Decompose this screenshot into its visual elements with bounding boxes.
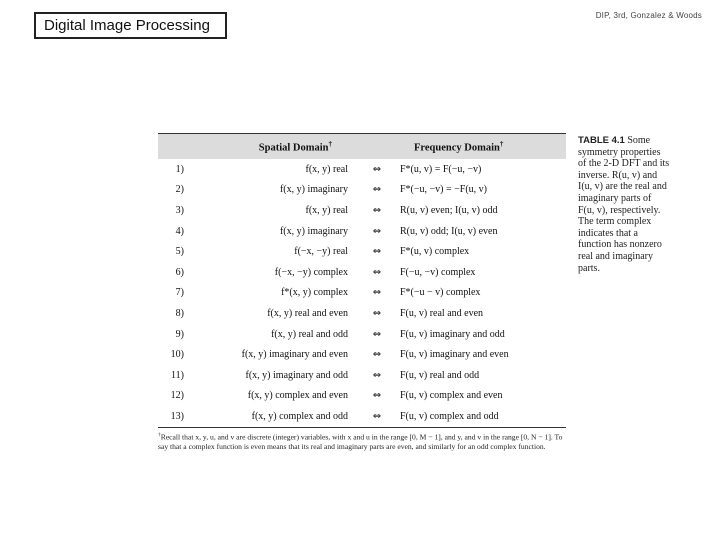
table-row [158,386,566,407]
slide-title: Digital Image Processing [34,12,227,39]
equivalence-arrow: ⇔ [372,266,382,278]
table-row [158,200,566,221]
spatial-domain-cell: f*(x, y) complex [281,287,348,299]
row-number: 6) [175,266,184,278]
row-number: 7) [175,287,184,299]
frequency-domain-cell: F(−u, −v) complex [400,266,476,278]
table-body [158,159,566,427]
spatial-domain-cell: f(x, y) imaginary [279,184,348,196]
equivalence-arrow: ⇔ [372,184,382,196]
table-footnote [158,431,568,452]
equivalence-arrow: ⇔ [372,328,382,340]
equivalence-arrow: ⇔ [372,390,382,402]
table-row [158,180,566,201]
table-row [158,303,566,324]
row-number: 10) [170,349,184,361]
spatial-domain-cell: f(x, y) imaginary and even [241,349,348,361]
table-header-row [158,134,566,160]
row-number: 13) [170,410,184,422]
frequency-domain-cell: F(u, v) complex and even [400,390,503,402]
table-row [158,262,566,283]
spatial-domain-cell: f(−x, −y) complex [274,266,348,278]
header-credit: DIP, 3rd, Gonzalez & Woods [595,11,702,20]
footnote-text: Recall that x, y, u, and v are discrete (integer) variables, with x and u in the range [0, M − 1], and y, and v in the range [0, N − 1]. To say that a complex function is even means that its real and imaginary parts are even, and similarly for an odd complex function. [158,432,563,452]
table-row [158,159,566,180]
frequency-domain-cell: F(u, v) real and odd [400,369,480,381]
row-number: 1) [175,163,184,175]
frequency-domain-cell: F(u, v) complex and odd [400,410,499,422]
frequency-domain-cell: F*(u, v) = F(−u, −v) [400,163,482,175]
column-header-spatial [158,134,362,160]
spatial-domain-cell: f(−x, −y) real [294,246,348,258]
table-caption [578,135,670,274]
equivalence-arrow: ⇔ [372,246,382,258]
spatial-domain-cell: f(x, y) imaginary and odd [245,369,348,381]
table-row [158,344,566,365]
column-header-frequency [392,134,566,160]
frequency-domain-cell: F(u, v) real and even [400,307,484,319]
column-header-frequency-label: Frequency Domain [414,142,500,154]
row-number: 4) [175,225,184,237]
spatial-domain-cell: f(x, y) complex and odd [251,410,348,422]
spatial-domain-cell: f(x, y) real [305,163,348,175]
spatial-domain-cell: f(x, y) complex and even [247,390,348,402]
equivalence-arrow: ⇔ [372,410,382,422]
equivalence-arrow: ⇔ [372,287,382,299]
caption-label: TABLE 4.1 [578,135,625,146]
table-row [158,241,566,262]
table-row [158,406,566,427]
equivalence-arrow: ⇔ [372,349,382,361]
column-header-arrow-spacer [362,134,392,160]
frequency-domain-cell: F*(u, v) complex [400,246,470,258]
spatial-domain-cell: f(x, y) real [305,204,348,216]
column-header-spatial-label: Spatial Domain [258,142,329,154]
table-row [158,221,566,242]
row-number: 9) [175,328,184,340]
symmetry-properties-table [158,133,566,428]
frequency-domain-cell: F*(−u, −v) = −F(u, v) [400,184,488,196]
table-row [158,365,566,386]
frequency-domain-cell: R(u, v) even; I(u, v) odd [400,204,498,216]
footnote-dagger: † [158,432,161,438]
row-number: 12) [170,390,184,402]
row-number: 3) [175,204,184,216]
spatial-domain-cell: f(x, y) imaginary [279,225,348,237]
row-number: 8) [175,307,184,319]
dagger-mark: † [328,139,332,148]
equivalence-arrow: ⇔ [372,225,382,237]
table-row [158,283,566,304]
row-number: 2) [175,184,184,196]
frequency-domain-cell: F*(−u − v) complex [400,287,481,299]
spatial-domain-cell: f(x, y) real and odd [271,328,348,340]
equivalence-arrow: ⇔ [372,163,382,175]
table-row [158,324,566,345]
frequency-domain-cell: F(u, v) imaginary and even [400,349,509,361]
equivalence-arrow: ⇔ [372,369,382,381]
frequency-domain-cell: R(u, v) odd; I(u, v) even [400,225,498,237]
row-number: 11) [171,369,184,381]
frequency-domain-cell: F(u, v) imaginary and odd [400,328,505,340]
symmetry-table-container [158,133,566,428]
equivalence-arrow: ⇔ [372,204,382,216]
dagger-mark: † [499,139,504,148]
equivalence-arrow: ⇔ [372,307,382,319]
spatial-domain-cell: f(x, y) real and even [267,307,348,319]
row-number: 5) [175,246,184,258]
caption-text: Some symmetry properties of the 2-D DFT and its inverse. R(u, v) and I(u, v) are the real and imaginary parts of F(u, v), respectively. The term complex indicates that a function has nonzero real and imaginary parts. [578,135,670,274]
